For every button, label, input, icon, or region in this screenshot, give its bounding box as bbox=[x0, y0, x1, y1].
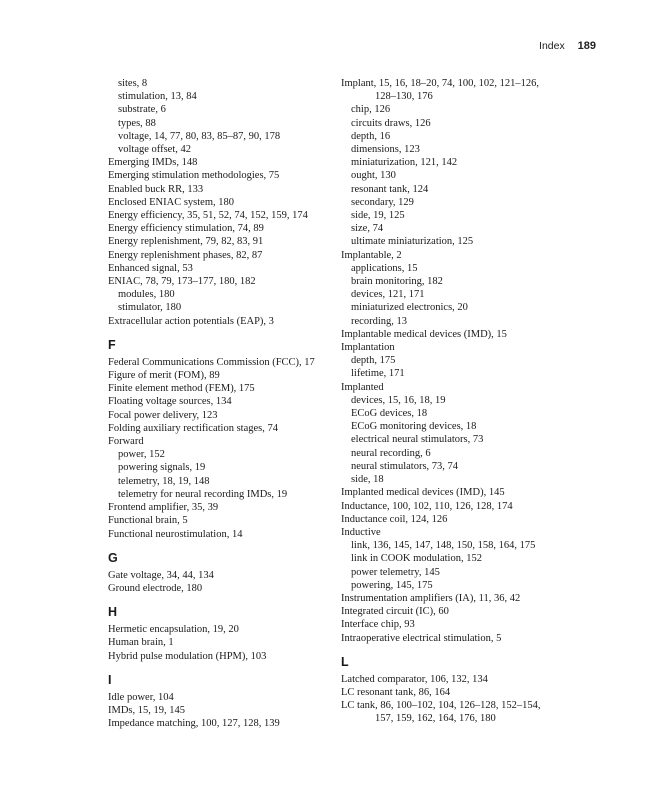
index-entry: Frontend amplifier, 35, 39 bbox=[108, 502, 219, 514]
index-subentry: secondary, 129 bbox=[351, 196, 414, 208]
index-entry: Integrated circuit (IC), 60 bbox=[341, 606, 449, 618]
index-column-right bbox=[341, 77, 587, 726]
index-entry: Implantable medical devices (IMD), 15 bbox=[341, 328, 507, 340]
index-entry: Inductive bbox=[341, 526, 381, 538]
index-entry: Latched comparator, 106, 132, 134 bbox=[341, 673, 488, 685]
index-subentry: lifetime, 171 bbox=[351, 368, 405, 380]
index-subentry: sites, 8 bbox=[118, 78, 148, 89]
index-entry: Figure of merit (FOM), 89 bbox=[108, 370, 220, 382]
index-entry: Instrumentation amplifiers (IA), 11, 36, 42 bbox=[341, 592, 521, 604]
index-entry: Inductance, 100, 102, 110, 126, 128, 174 bbox=[341, 500, 513, 512]
index-entry: Floating voltage sources, 134 bbox=[108, 396, 232, 408]
index-entry: Energy replenishment, 79, 82, 83, 91 bbox=[108, 236, 264, 248]
index-entry: Hermetic encapsulation, 19, 20 bbox=[108, 624, 239, 636]
index-subentry: link, 136, 145, 147, 148, 150, 158, 164, 175 bbox=[351, 540, 536, 552]
index-entry: Functional neurostimulation, 14 bbox=[108, 528, 243, 540]
index-subentry: electrical neural stimulators, 73 bbox=[351, 434, 484, 446]
index-entry: Focal power delivery, 123 bbox=[108, 409, 218, 421]
index-entry: Intraoperative electrical stimulation, 5 bbox=[341, 632, 502, 644]
index-subentry: powering signals, 19 bbox=[118, 462, 206, 474]
index-subentry: miniaturized electronics, 20 bbox=[351, 302, 468, 314]
section-letter: L bbox=[341, 654, 349, 669]
index-subentry: neural recording, 6 bbox=[351, 447, 431, 459]
index-subentry: stimulation, 13, 84 bbox=[118, 91, 197, 103]
index-subentry: devices, 15, 16, 18, 19 bbox=[351, 394, 446, 406]
index-subentry: neural stimulators, 73, 74 bbox=[351, 460, 459, 472]
index-entry: Folding auxiliary rectification stages, 74 bbox=[108, 422, 278, 434]
index-subentry: devices, 121, 171 bbox=[351, 289, 425, 301]
index-entry-continuation: 157, 159, 162, 164, 176, 180 bbox=[375, 713, 496, 725]
index-subentry: miniaturization, 121, 142 bbox=[351, 157, 458, 169]
index-subentry: chip, 126 bbox=[351, 104, 391, 116]
index-entry: Finite element method (FEM), 175 bbox=[108, 383, 255, 395]
index-entry: Federal Communications Commission (FCC), 17 bbox=[108, 356, 315, 368]
index-entry: Energy efficiency, 35, 51, 52, 74, 152, 159, 174 bbox=[108, 210, 308, 222]
index-subentry: side, 18 bbox=[351, 474, 384, 486]
index-entry: Implantable, 2 bbox=[341, 249, 402, 261]
index-subentry: powering, 145, 175 bbox=[351, 579, 433, 591]
index-subentry: voltage offset, 42 bbox=[118, 144, 191, 156]
section-letter: G bbox=[108, 550, 118, 565]
index-entry: Energy replenishment phases, 82, 87 bbox=[108, 249, 263, 261]
index-entry: Implanted bbox=[341, 381, 384, 393]
index-entry: Human brain, 1 bbox=[108, 637, 174, 649]
index-entry: Gate voltage, 34, 44, 134 bbox=[108, 569, 214, 581]
index-entry: Extracellular action potentials (EAP), 3 bbox=[108, 315, 274, 327]
index-column-left bbox=[108, 77, 340, 730]
section-letter: F bbox=[108, 337, 116, 352]
section-letter: H bbox=[108, 605, 118, 620]
index-entry: Enhanced signal, 53 bbox=[108, 262, 193, 274]
index-entry: Enabled buck RR, 133 bbox=[108, 183, 204, 195]
index-subentry: stimulator, 180 bbox=[118, 302, 182, 314]
index-entry: LC resonant tank, 86, 164 bbox=[341, 686, 451, 698]
index-entry: Idle power, 104 bbox=[108, 691, 174, 703]
index-entry: ENIAC, 78, 79, 173–177, 180, 182 bbox=[108, 276, 256, 288]
section-letter: I bbox=[108, 672, 112, 687]
index-entry: Ground electrode, 180 bbox=[108, 582, 203, 594]
index-subentry: telemetry, 18, 19, 148 bbox=[118, 475, 210, 487]
index-subentry: link in COOK modulation, 152 bbox=[351, 553, 482, 565]
index-subentry: resonant tank, 124 bbox=[351, 183, 429, 195]
index-subentry: ECoG monitoring devices, 18 bbox=[351, 421, 477, 433]
index-entry: Implanted medical devices (IMD), 145 bbox=[341, 487, 505, 499]
index-subentry: side, 19, 125 bbox=[351, 210, 405, 222]
index-subentry: ECoG devices, 18 bbox=[351, 408, 428, 420]
index-subentry: substrate, 6 bbox=[118, 104, 166, 116]
index-entry-continuation: 128–130, 176 bbox=[375, 91, 433, 103]
index-subentry: telemetry for neural recording IMDs, 19 bbox=[118, 488, 288, 500]
index-subentry: voltage, 14, 77, 80, 83, 85–87, 90, 178 bbox=[118, 130, 281, 142]
index-subentry: recording, 13 bbox=[351, 315, 407, 327]
index-subentry: power, 152 bbox=[118, 449, 165, 461]
index-subentry: dimensions, 123 bbox=[351, 144, 420, 156]
index-subentry: types, 88 bbox=[118, 117, 156, 129]
index-entry: LC tank, 86, 100–102, 104, 126–128, 152–154, bbox=[341, 700, 541, 712]
index-subentry: ought, 130 bbox=[351, 170, 396, 182]
index-subentry: power telemetry, 145 bbox=[351, 566, 440, 578]
index-entry: Interface chip, 93 bbox=[341, 619, 415, 631]
index-entry: Energy efficiency stimulation, 74, 89 bbox=[108, 223, 264, 235]
index-entry: Implant, 15, 16, 18–20, 74, 100, 102, 121–126, bbox=[341, 78, 540, 89]
index-subentry: applications, 15 bbox=[351, 262, 418, 274]
page-number: 189 bbox=[577, 40, 596, 52]
index-entry: Forward bbox=[108, 436, 144, 448]
index-subentry: depth, 16 bbox=[351, 130, 391, 142]
index-entry: Enclosed ENIAC system, 180 bbox=[108, 196, 234, 208]
index-entry: Emerging stimulation methodologies, 75 bbox=[108, 170, 280, 182]
index-subentry: circuits draws, 126 bbox=[351, 117, 431, 129]
index-entry: Hybrid pulse modulation (HPM), 103 bbox=[108, 650, 267, 662]
index-entry: IMDs, 15, 19, 145 bbox=[108, 704, 186, 716]
index-subentry: brain monitoring, 182 bbox=[351, 276, 443, 288]
index-entry: Implantation bbox=[341, 342, 395, 354]
section-label: Index bbox=[539, 40, 565, 52]
index-entry: Inductance coil, 124, 126 bbox=[341, 513, 448, 525]
index-subentry: size, 74 bbox=[351, 223, 384, 235]
index-subentry: depth, 175 bbox=[351, 355, 396, 367]
index-subentry: ultimate miniaturization, 125 bbox=[351, 236, 474, 248]
index-entry: Emerging IMDs, 148 bbox=[108, 157, 198, 169]
index-entry: Impedance matching, 100, 127, 128, 139 bbox=[108, 718, 280, 730]
running-head bbox=[539, 40, 596, 52]
index-entry: Functional brain, 5 bbox=[108, 515, 188, 527]
index-subentry: modules, 180 bbox=[118, 289, 175, 301]
